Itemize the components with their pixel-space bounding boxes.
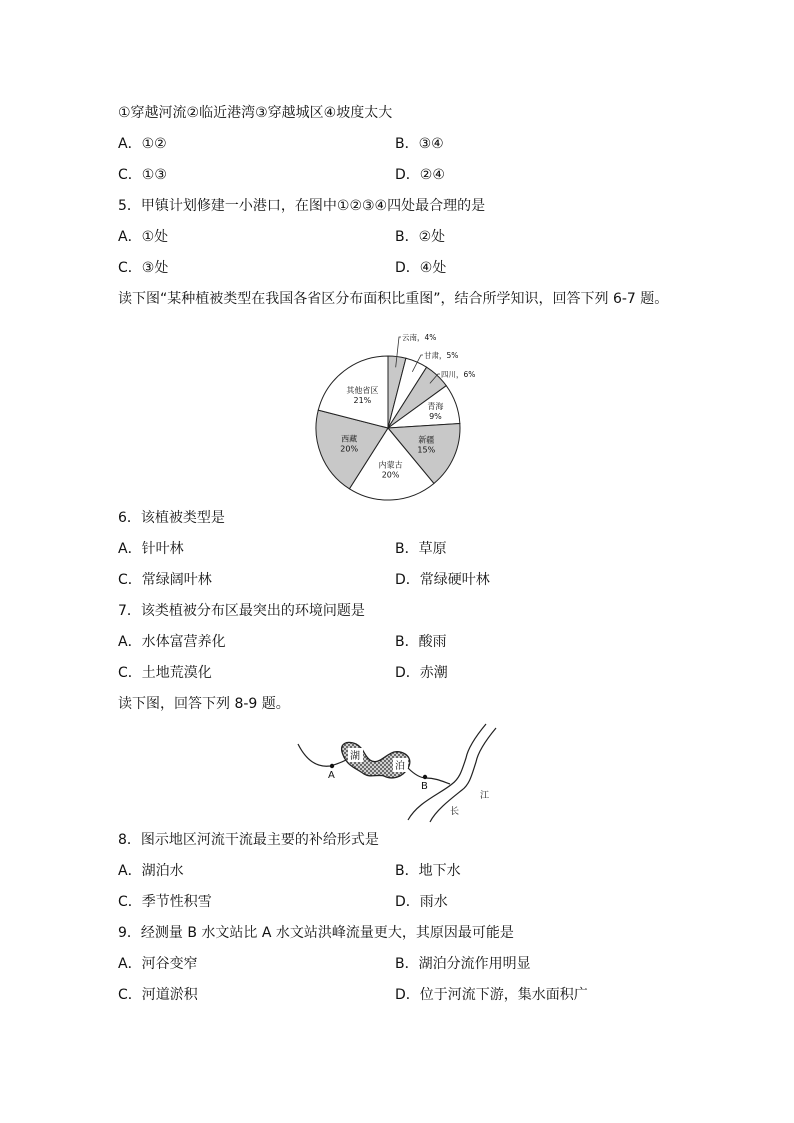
- q8-option-a[interactable]: A．湖泊水: [118, 863, 184, 879]
- q4-option-b[interactable]: B．③④: [395, 136, 444, 152]
- main-river-bank-left: [408, 724, 486, 820]
- q6-option-c[interactable]: C．常绿阔叶林: [118, 572, 212, 588]
- pie-label-2: 四川，6%: [441, 370, 476, 379]
- river-name-char-1: 江: [480, 791, 490, 801]
- q9-option-c[interactable]: C．河道淤积: [118, 987, 198, 1003]
- station-b-label: B: [421, 781, 428, 792]
- q5-option-c[interactable]: C．③处: [118, 260, 169, 276]
- pie-label-5: 内蒙古: [378, 460, 403, 470]
- q7-stem: 7．该类植被分布区最突出的环境问题是: [118, 603, 365, 619]
- river-lake-map: [290, 722, 500, 827]
- q6-option-d[interactable]: D．常绿硬叶林: [395, 572, 490, 588]
- pie-label-1: 甘肃，5%: [424, 351, 459, 360]
- q8-stem: 8．图示地区河流干流最主要的补给形式是: [118, 832, 379, 848]
- river-name-char-2: 长: [450, 807, 460, 817]
- q6-option-a[interactable]: A．针叶林: [118, 541, 184, 557]
- q4-option-c[interactable]: C．①③: [118, 167, 167, 183]
- pie-value-7: 21%: [353, 396, 372, 406]
- station-a-label: A: [328, 770, 335, 781]
- pie-label-3: 青海: [427, 401, 444, 411]
- q5-option-a[interactable]: A．①处: [118, 229, 169, 245]
- pie-value-4: 15%: [417, 445, 436, 455]
- lake-label-2: 泊: [395, 761, 405, 772]
- pie-value-3: 9%: [429, 411, 442, 421]
- q7-option-d[interactable]: D．赤潮: [395, 665, 448, 681]
- q9-option-d[interactable]: D．位于河流下游，集水面积广: [395, 987, 588, 1003]
- q5-option-d[interactable]: D．④处: [395, 260, 447, 276]
- q8-option-d[interactable]: D．雨水: [395, 894, 448, 910]
- q6-option-b[interactable]: B．草原: [395, 541, 447, 557]
- pie-label-6: 西藏: [341, 434, 358, 444]
- q9-stem: 9．经测量 B 水文站比 A 水文站洪峰流量更大，其原因最可能是: [118, 925, 514, 941]
- reading-instruction-6-7: 读下图“某种植被类型在我国各省区分布面积比重图”，结合所学知识，回答下列 6-7 题。: [118, 291, 669, 307]
- q4-option-d[interactable]: D．②④: [395, 167, 445, 183]
- river-downstream: [408, 768, 450, 784]
- q6-stem: 6．该植被类型是: [118, 510, 225, 526]
- q7-option-a[interactable]: A．水体富营养化: [118, 634, 226, 650]
- q9-option-b[interactable]: B．湖泊分流作用明显: [395, 956, 531, 972]
- pie-value-5: 20%: [381, 470, 400, 480]
- river-upstream: [298, 744, 346, 766]
- reading-instruction-8-9: 读下图，回答下列 8-9 题。: [118, 696, 290, 712]
- q8-option-c[interactable]: C．季节性积雪: [118, 894, 212, 910]
- q5-stem: 5．甲镇计划修建一小港口，在图中①②③④四处最合理的是: [118, 198, 486, 214]
- pie-label-7: 其他省区: [346, 386, 379, 396]
- q9-option-a[interactable]: A．河谷变窄: [118, 956, 198, 972]
- pie-label-0: 云南，4%: [402, 333, 437, 342]
- q4-condition-list: ①穿越河流②临近港湾③穿越城区④坡度太大: [118, 105, 393, 121]
- station-a-marker: [330, 764, 334, 768]
- q8-option-b[interactable]: B．地下水: [395, 863, 461, 879]
- q4-option-a[interactable]: A．①②: [118, 136, 167, 152]
- vegetation-pie-chart: [300, 325, 476, 500]
- q5-option-b[interactable]: B．②处: [395, 229, 446, 245]
- main-river-bank-right: [430, 728, 496, 822]
- station-b-marker: [423, 775, 427, 779]
- pie-value-6: 20%: [340, 444, 359, 454]
- lake-label-1: 湖: [350, 751, 360, 762]
- q7-option-c[interactable]: C．土地荒漠化: [118, 665, 212, 681]
- pie-label-4: 新疆: [418, 435, 435, 445]
- q7-option-b[interactable]: B．酸雨: [395, 634, 447, 650]
